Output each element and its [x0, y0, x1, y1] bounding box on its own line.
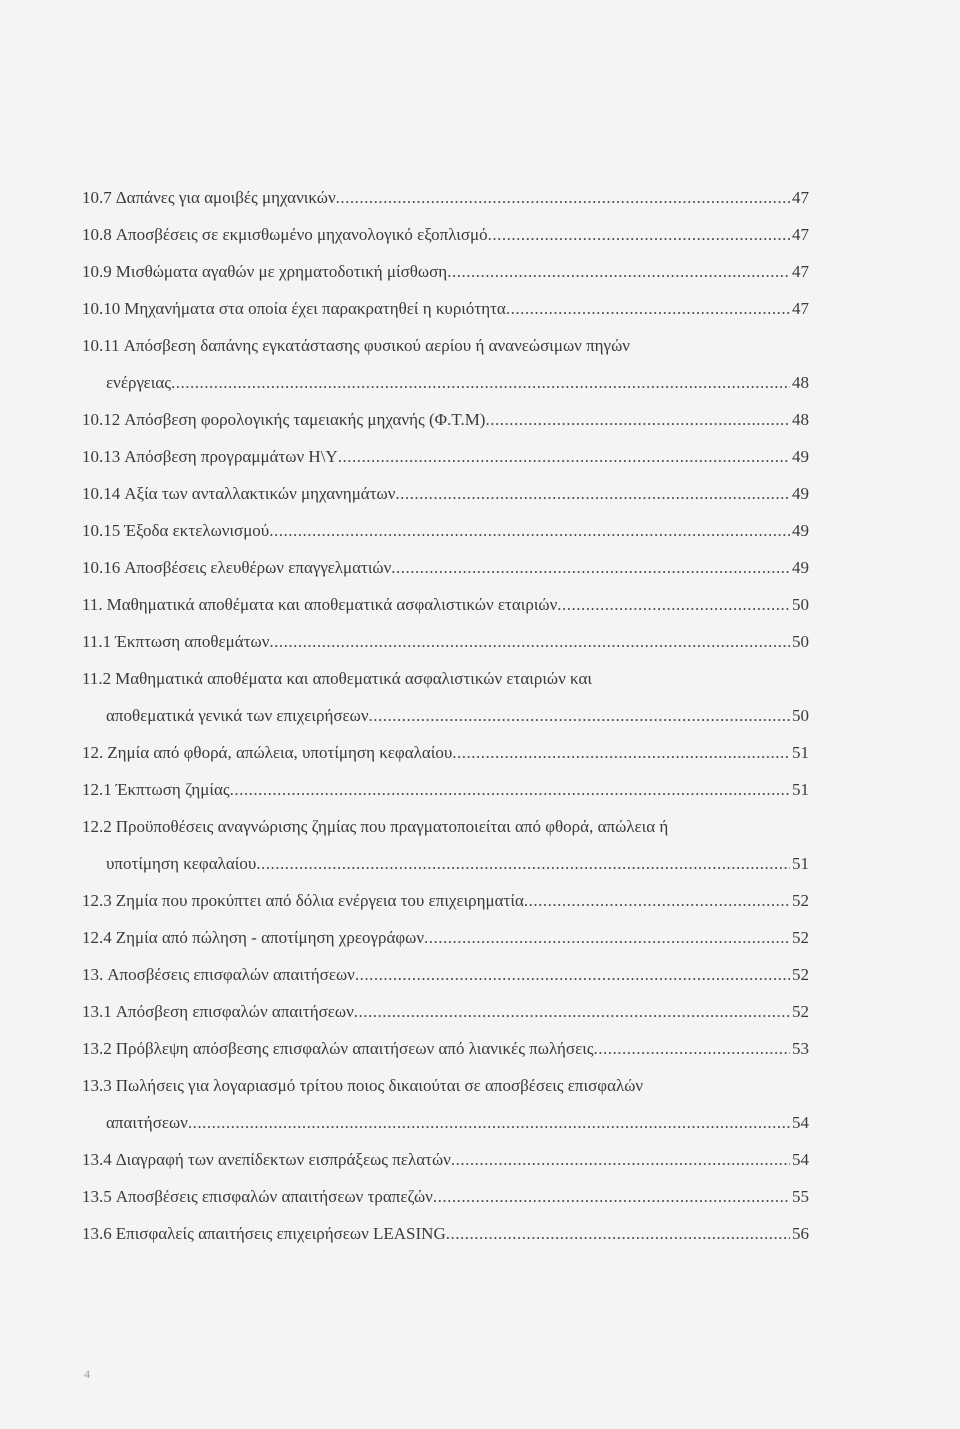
toc-row — [82, 1177, 822, 1214]
toc-entry-page: 53 — [792, 1039, 809, 1058]
toc-leader-dots — [447, 260, 790, 284]
toc-entry — [82, 550, 822, 580]
toc-entry-title: Αποσβέσεις σε εκμισθωμένο μηχανολογικό εξοπλισμό — [115, 225, 488, 244]
toc-leader-dots — [424, 926, 790, 950]
toc-entry — [82, 1031, 822, 1061]
toc-entry-title: Αποσβέσεις επισφαλών απαιτήσεων — [107, 965, 355, 984]
toc-entry — [82, 994, 822, 1024]
toc-entry-title: Απόσβεση φορολογικής ταμειακής μηχανής (Φ.Τ.Μ) — [124, 410, 486, 429]
toc-entry-number: 13.2 — [82, 1039, 112, 1058]
toc-leader-dots — [338, 445, 790, 469]
toc-entry-page: 51 — [792, 854, 809, 873]
toc-row — [82, 918, 822, 955]
toc-entry-title: Δαπάνες για αμοιβές μηχανικών — [115, 188, 336, 207]
toc-entry — [82, 217, 822, 247]
toc-entry-number: 12.3 — [82, 891, 112, 910]
toc-entry-number: 13.1 — [82, 1002, 112, 1021]
toc-entry-title: Μηχανήματα στα οποία έχει παρακρατηθεί η κυριότητα — [124, 299, 506, 318]
toc-entry-number: 12.4 — [82, 928, 112, 947]
toc-entry-number: 11.2 — [82, 669, 112, 688]
toc-entry-title: Έκπτωση ζημίας — [115, 780, 230, 799]
toc-leader-dots — [452, 741, 790, 765]
toc-leader-dots — [446, 1222, 790, 1246]
toc-entry-number: 10.9 — [82, 262, 112, 281]
toc-entry — [82, 809, 822, 839]
toc-entry-title: Απόσβεση δαπάνης εγκατάστασης φυσικού αερίου ή ανανεώσιμων πηγών — [123, 336, 630, 355]
toc-entry-page: 52 — [792, 965, 809, 984]
toc-row — [82, 659, 822, 696]
toc-entry-page: 55 — [792, 1187, 809, 1206]
toc-entry-title: αποθεματικά γενικά των επιχειρήσεων — [106, 706, 369, 725]
toc-row — [82, 1140, 822, 1177]
toc-entry-title: Πρόβλεψη απόσβεσης επισφαλών απαιτήσεων από λιανικές πωλήσεις — [115, 1039, 594, 1058]
toc-row — [82, 992, 822, 1029]
toc-entry-page: 56 — [792, 1224, 809, 1243]
toc-row — [82, 585, 822, 622]
toc-row — [82, 881, 822, 918]
toc-row — [82, 1214, 822, 1251]
toc-leader-dots — [488, 223, 790, 247]
toc-entry-number: 13. — [82, 965, 104, 984]
toc-row — [82, 548, 822, 585]
toc-row — [82, 770, 822, 807]
toc-row — [82, 696, 822, 733]
toc-row — [82, 844, 822, 881]
toc-row — [82, 252, 822, 289]
toc-entry — [82, 291, 822, 321]
toc-leader-dots — [391, 556, 790, 580]
toc-entry-number: 11.1 — [82, 632, 112, 651]
toc-entry-title: Μισθώματα αγαθών με χρηματοδοτική μίσθωση — [115, 262, 448, 281]
toc-entry — [82, 772, 822, 802]
toc-entry — [82, 1142, 822, 1172]
toc-leader-dots — [256, 852, 790, 876]
toc-entry-page: 52 — [792, 1002, 809, 1021]
toc-leader-dots — [188, 1111, 790, 1135]
toc-entry — [82, 587, 822, 617]
toc-entry-number: 10.15 — [82, 521, 121, 540]
toc-entry-number: 13.5 — [82, 1187, 112, 1206]
toc-entry-number: 10.11 — [82, 336, 120, 355]
toc-entry-page: 47 — [792, 188, 809, 207]
toc-row — [82, 1029, 822, 1066]
toc-entry — [82, 180, 822, 210]
toc-entry — [82, 1216, 822, 1246]
toc-entry-page: 52 — [792, 891, 809, 910]
toc-entry-continuation — [106, 1105, 822, 1135]
toc-leader-dots — [354, 1000, 790, 1024]
toc-leader-dots — [369, 704, 790, 728]
toc-entry-number: 10.8 — [82, 225, 112, 244]
toc-entry-number: 13.3 — [82, 1076, 112, 1095]
toc-row — [82, 1066, 822, 1103]
toc-entry-number: 12.1 — [82, 780, 112, 799]
toc-entry-number: 13.6 — [82, 1224, 112, 1243]
toc-row — [82, 289, 822, 326]
toc-entry-title: Μαθηματικά αποθέματα και αποθεματικά ασφαλιστικών εταιριών — [106, 595, 558, 614]
toc-entry-page: 54 — [792, 1113, 809, 1132]
toc-entry-page: 51 — [792, 743, 809, 762]
toc-entry-number: 10.12 — [82, 410, 121, 429]
toc-entry-continuation — [106, 698, 822, 728]
toc-entry-page: 48 — [792, 410, 809, 429]
toc-entry — [82, 883, 822, 913]
toc-entry-continuation — [106, 846, 822, 876]
toc-row — [82, 400, 822, 437]
toc-entry-page: 47 — [792, 262, 809, 281]
toc-entry-page: 49 — [792, 484, 809, 503]
toc-entry-title: ενέργειας — [106, 373, 172, 392]
toc-entry-number: 13.4 — [82, 1150, 112, 1169]
toc-leader-dots — [524, 889, 790, 913]
toc-entry-page: 47 — [792, 225, 809, 244]
toc-entry-page: 47 — [792, 299, 809, 318]
toc-row — [82, 215, 822, 252]
toc-entry-number: 12. — [82, 743, 104, 762]
toc-entry-title: Απόσβεση προγραμμάτων Η\Υ — [124, 447, 338, 466]
toc-entry-continuation — [106, 365, 822, 395]
toc-entry — [82, 624, 822, 654]
toc-entry-page: 48 — [792, 373, 809, 392]
toc-entry-title: Ζημία από φθορά, απώλεια, υποτίμηση κεφαλαίου — [107, 743, 453, 762]
toc-entry-page: 50 — [792, 595, 809, 614]
toc-entry-title: Απόσβεση επισφαλών απαιτήσεων — [115, 1002, 354, 1021]
toc-entry — [82, 957, 822, 987]
toc-entry-number: 10.13 — [82, 447, 121, 466]
toc-entry-number: 10.14 — [82, 484, 121, 503]
toc-row — [82, 1103, 822, 1140]
toc-entry-page: 51 — [792, 780, 809, 799]
toc-row — [82, 511, 822, 548]
toc-leader-dots — [395, 482, 790, 506]
toc-entry-title: Αποσβέσεις επισφαλών απαιτήσεων τραπεζών — [115, 1187, 433, 1206]
toc-leader-dots — [557, 593, 790, 617]
toc-row — [82, 955, 822, 992]
toc-leader-dots — [355, 963, 790, 987]
toc-entry-number: 10.7 — [82, 188, 112, 207]
toc-entry-number: 12.2 — [82, 817, 112, 836]
toc-entry-page: 54 — [792, 1150, 809, 1169]
toc-entry-title: Επισφαλείς απαιτήσεις επιχειρήσεων LEASING — [115, 1224, 446, 1243]
toc-entry-title: Μαθηματικά αποθέματα και αποθεματικά ασφαλιστικών εταιριών και — [115, 669, 592, 688]
toc-entry-title: υποτίμηση κεφαλαίου — [106, 854, 257, 873]
toc-entry-title: Διαγραφή των ανεπίδεκτων εισπράξεως πελατών — [115, 1150, 451, 1169]
toc-entry-title: Έξοδα εκτελωνισμού — [124, 521, 270, 540]
toc-entry-page: 50 — [792, 706, 809, 725]
toc-entry — [82, 439, 822, 469]
toc-entry-page: 52 — [792, 928, 809, 947]
toc-entry-title: Ζημία που προκύπτει από δόλια ενέργεια του επιχειρηματία — [115, 891, 524, 910]
toc-entry — [82, 328, 822, 358]
toc-entry-number: 11. — [82, 595, 103, 614]
toc-entry-page: 49 — [792, 558, 809, 577]
toc-row — [82, 178, 822, 215]
toc-leader-dots — [269, 630, 790, 654]
toc-entry-number: 10.16 — [82, 558, 121, 577]
toc-entry-title: Ζημία από πώληση - αποτίμηση χρεογράφων — [115, 928, 425, 947]
page-number: 4 — [84, 1367, 90, 1381]
toc-entry-title: Προϋποθέσεις αναγνώρισης ζημίας που πραγματοποιείται από φθορά, απώλεια ή — [115, 817, 669, 836]
toc-leader-dots — [171, 371, 790, 395]
toc-entry-title: Πωλήσεις για λογαριασμό τρίτου ποιος δικαιούται σε αποσβέσεις επισφαλών — [115, 1076, 644, 1095]
toc-entry — [82, 1068, 822, 1098]
toc-leader-dots — [336, 186, 790, 210]
toc-entry — [82, 402, 822, 432]
toc-leader-dots — [506, 297, 790, 321]
toc-leader-dots — [485, 408, 790, 432]
toc-row — [82, 622, 822, 659]
toc-entry-title: Έκπτωση αποθεμάτων — [115, 632, 270, 651]
toc-entry-number: 10.10 — [82, 299, 121, 318]
toc-entry-title: απαιτήσεων — [106, 1113, 188, 1132]
toc-entry — [82, 735, 822, 765]
toc-row — [82, 474, 822, 511]
toc-entry — [82, 476, 822, 506]
toc-entry — [82, 254, 822, 284]
toc-entry-title: Αξία των ανταλλακτικών μηχανημάτων — [124, 484, 396, 503]
toc-entry — [82, 1179, 822, 1209]
toc-entry — [82, 661, 822, 691]
toc-leader-dots — [230, 778, 790, 802]
toc-row — [82, 733, 822, 770]
toc-leader-dots — [451, 1148, 790, 1172]
table-of-contents — [82, 178, 822, 1251]
toc-entry — [82, 513, 822, 543]
toc-row — [82, 807, 822, 844]
toc-row — [82, 437, 822, 474]
toc-leader-dots — [433, 1185, 790, 1209]
toc-entry-page: 50 — [792, 632, 809, 651]
toc-row — [82, 326, 822, 363]
toc-row — [82, 363, 822, 400]
toc-leader-dots — [269, 519, 790, 543]
toc-entry-page: 49 — [792, 521, 809, 540]
toc-entry — [82, 920, 822, 950]
toc-entry-page: 49 — [792, 447, 809, 466]
toc-entry-title: Αποσβέσεις ελευθέρων επαγγελματιών — [124, 558, 392, 577]
toc-leader-dots — [594, 1037, 790, 1061]
